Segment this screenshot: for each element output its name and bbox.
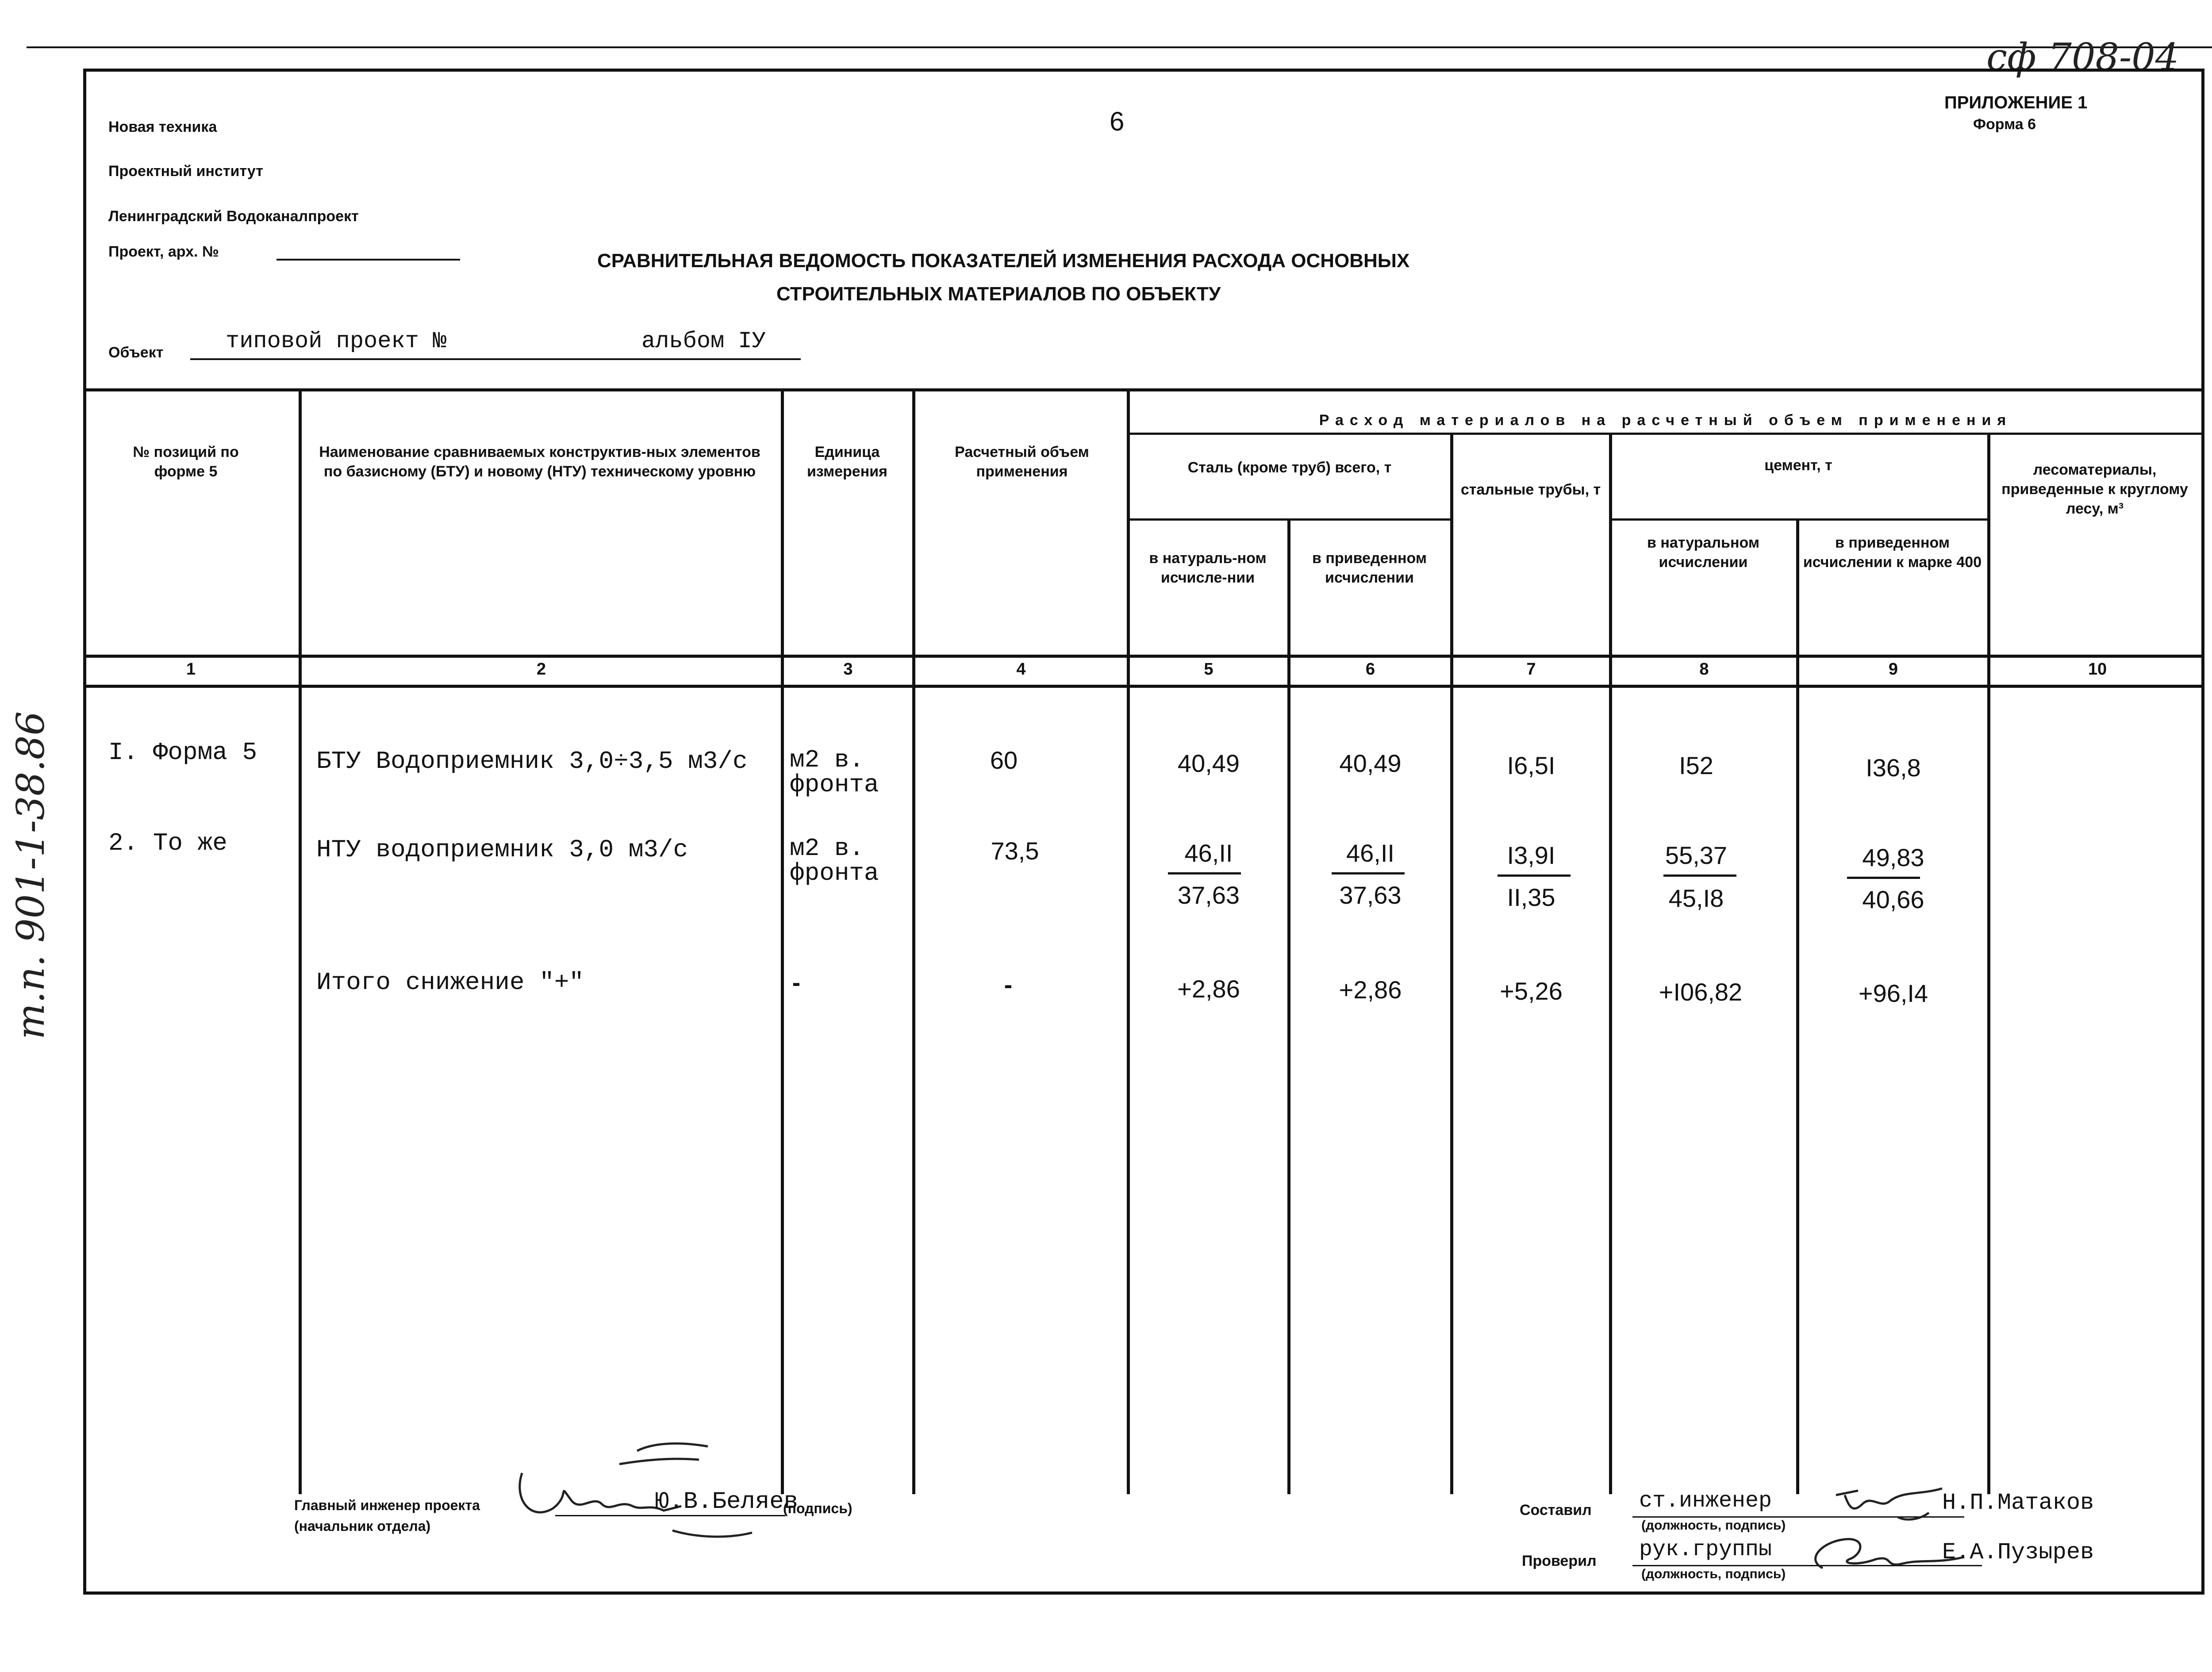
row1-unit: м2 в. фронта — [790, 746, 879, 799]
header-cement-red: в приведенном исчислении к марке 400 — [1803, 534, 1982, 571]
row2-c9-top: 49,83 — [1862, 844, 1924, 871]
row2-pos: 2. То же — [108, 829, 227, 857]
row2-c5-fraction-line — [1168, 872, 1241, 874]
row2-volume: 73,5 — [991, 837, 1039, 865]
row3-c9: +96,I4 — [1858, 979, 1928, 1007]
row2-c7-bot: II,35 — [1507, 883, 1555, 911]
colnum-bottom-line — [83, 685, 2204, 688]
doc-title-line-2: СТРОИТЕЛЬНЫХ МАТЕРИАЛОВ ПО ОБЪЕКТУ — [776, 283, 1221, 305]
checked-position: рук.группы — [1639, 1537, 1772, 1562]
row2-c5-bot: 37,63 — [1177, 881, 1240, 909]
row2-c6-fraction-line — [1332, 872, 1405, 874]
colnum-8: 8 — [1699, 660, 1709, 679]
org-line-2: Проектный институт — [108, 163, 263, 180]
vline-7 — [1609, 433, 1612, 1494]
row2-c8-fraction-line — [1663, 874, 1736, 877]
header-col2: Наименование сравниваемых конструктив-ных элементов по базисному (БТУ) и новому (НТУ) техническому уровню — [319, 444, 760, 480]
top-rule — [27, 46, 2212, 48]
consumption-line — [1128, 433, 2204, 435]
row2-c8-bot: 45,I8 — [1668, 884, 1724, 912]
header-col4: Расчетный объем применения — [955, 444, 1089, 480]
header-steel: Сталь (кроме труб) всего, т — [1187, 459, 1392, 476]
row2-c6-top: 46,II — [1346, 839, 1394, 867]
colnum-6: 6 — [1365, 660, 1375, 679]
chief-label-1: Главный инженер проекта — [294, 1497, 480, 1513]
appendix-title: ПРИЛОЖЕНИЕ 1 — [1944, 93, 2088, 112]
object-value: типовой проект № — [226, 328, 447, 354]
header-consumption: Расход материалов на расчетный объем применения — [1319, 412, 2012, 429]
header-col3: Единица измерения — [807, 444, 887, 480]
page-number: 6 — [1110, 107, 1125, 136]
corner-mark: сф 708-04 — [1986, 35, 2179, 79]
header-col1: № позиций по форме 5 — [133, 444, 239, 480]
colnum-9: 9 — [1888, 660, 1898, 679]
row2-c8-top: 55,37 — [1665, 841, 1728, 869]
row3-volume: - — [1004, 970, 1013, 998]
row1-name: БТУ Водоприемник 3,0÷3,5 м3/с — [316, 747, 748, 775]
vline-1 — [299, 388, 302, 1494]
table-top-line — [83, 388, 2204, 391]
appendix-form: Форма 6 — [1973, 116, 2036, 133]
row2-c6-bot: 37,63 — [1339, 881, 1402, 909]
row1-pos: I. Форма 5 — [108, 738, 257, 767]
vline-2 — [781, 388, 784, 1494]
row1-c5: 40,49 — [1177, 749, 1240, 777]
row2-c9-fraction-line — [1847, 877, 1920, 879]
row2-c9-bot: 40,66 — [1862, 886, 1924, 913]
chief-label-2: (начальник отдела) — [294, 1518, 431, 1534]
vline-3 — [912, 388, 915, 1494]
object-label: Объект — [108, 344, 164, 361]
colnum-5: 5 — [1204, 660, 1214, 679]
vline-9 — [1987, 433, 1990, 1494]
doc-title-line-1: СРАВНИТЕЛЬНАЯ ВЕДОМОСТЬ ПОКАЗАТЕЛЕЙ ИЗМЕНЕНИЯ РАСХОДА ОСНОВНЫХ — [597, 250, 1410, 272]
row1-c9: I36,8 — [1866, 754, 1921, 782]
checked-name: Е.А.Пузырев — [1942, 1539, 2094, 1565]
header-steel-nat: в натураль-ном исчисле-нии — [1149, 550, 1267, 586]
chief-sign-hint: (подпись) — [783, 1500, 853, 1516]
row1-c6: 40,49 — [1339, 749, 1402, 777]
colnum-1: 1 — [186, 660, 196, 679]
header-cement: цемент, т — [1764, 457, 1832, 474]
side-mark: т.п. 901-1-38.86 — [9, 711, 53, 1039]
colnum-10: 10 — [2088, 660, 2107, 679]
cement-sub-line — [1610, 518, 1989, 521]
header-pipes: стальные трубы, т — [1460, 481, 1601, 498]
header-wood: лесоматериалы, приведенные к круглому лесу, м³ — [2001, 461, 2188, 517]
row3-c8: +I06,82 — [1659, 978, 1743, 1006]
row3-c5: +2,86 — [1177, 975, 1240, 1003]
vline-5 — [1287, 518, 1290, 1494]
org-line-3: Ленинградский Водоканалпроект — [108, 208, 359, 225]
project-number-line — [276, 259, 460, 261]
composed-position: ст.инженер — [1639, 1488, 1772, 1514]
header-bottom-line — [83, 655, 2204, 658]
row2-name: НТУ водоприемник 3,0 м3/с — [316, 836, 688, 864]
row3-c7: +5,26 — [1500, 977, 1563, 1005]
vline-8 — [1796, 518, 1799, 1494]
composed-name: Н.П.Матаков — [1942, 1490, 2094, 1516]
row1-volume: 60 — [990, 746, 1018, 774]
row3-name: Итого снижение "+" — [316, 968, 584, 997]
checked-hint: (должность, подпись) — [1641, 1567, 1786, 1581]
row2-c5-top: 46,II — [1184, 839, 1233, 867]
row3-c6: +2,86 — [1339, 976, 1402, 1004]
composed-hint: (должность, подпись) — [1641, 1518, 1786, 1533]
header-cement-nat: в натуральном исчислении — [1647, 534, 1759, 571]
org-line-1: Новая техника — [108, 119, 217, 135]
composed-label: Составил — [1520, 1502, 1592, 1519]
row2-c7-fraction-line — [1498, 874, 1571, 877]
row2-unit: м2 в. фронта — [790, 834, 879, 887]
chief-name: Ю.В.Беляев — [655, 1488, 799, 1515]
row3-unit: - — [792, 968, 801, 996]
row2-c7-top: I3,9I — [1507, 841, 1555, 869]
vline-6 — [1450, 433, 1453, 1494]
colnum-7: 7 — [1526, 660, 1536, 679]
header-steel-red: в приведенном исчислении — [1312, 550, 1427, 586]
project-label: Проект, арх. № — [108, 243, 219, 260]
colnum-2: 2 — [536, 660, 546, 679]
colnum-4: 4 — [1016, 660, 1026, 679]
vline-4 — [1127, 388, 1130, 1494]
row1-c8: I52 — [1679, 752, 1713, 779]
object-album: альбом IУ — [641, 328, 766, 354]
object-underline — [190, 358, 801, 360]
checked-label: Проверил — [1522, 1553, 1597, 1569]
row1-c7: I6,5I — [1507, 752, 1555, 779]
colnum-3: 3 — [843, 660, 853, 679]
